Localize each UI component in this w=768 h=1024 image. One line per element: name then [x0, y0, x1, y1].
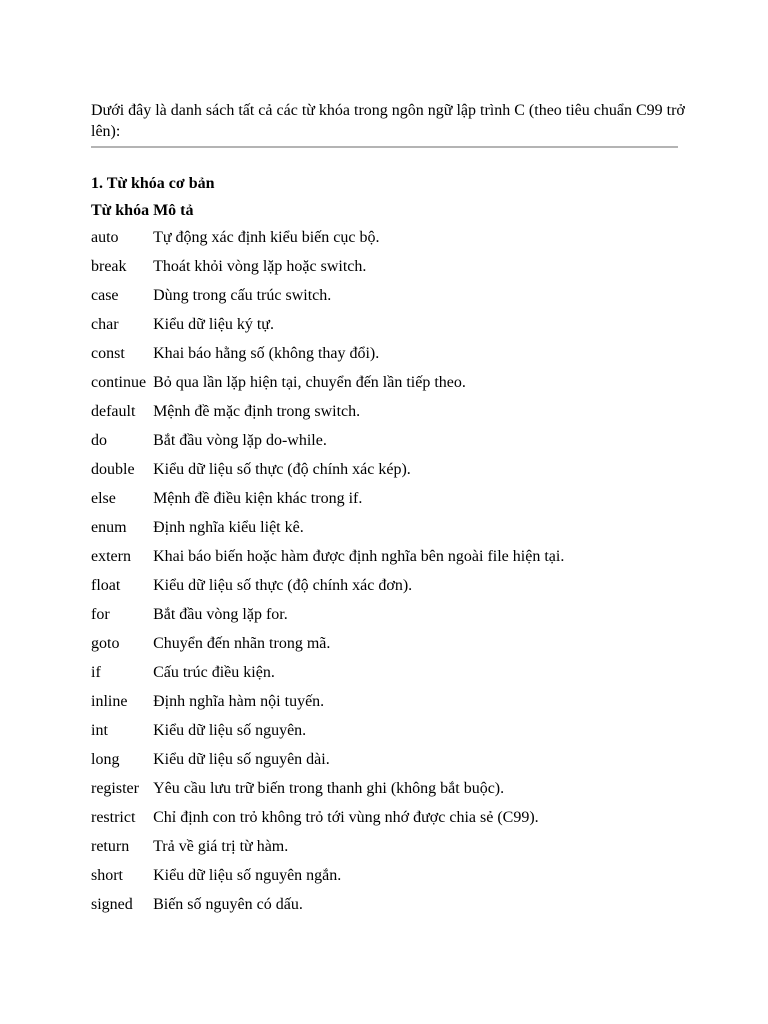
keyword-cell: if [91, 664, 101, 681]
table-header-row [91, 201, 564, 228]
description-cell: Bỏ qua lần lặp hiện tại, chuyển đến lần tiếp theo. [153, 374, 466, 391]
description-cell: Cấu trúc điều kiện. [153, 664, 275, 681]
table-row [91, 489, 564, 518]
keyword-cell: extern [91, 548, 131, 565]
table-row [91, 576, 564, 605]
keyword-cell: goto [91, 635, 120, 652]
table-row [91, 634, 564, 663]
keyword-cell: long [91, 751, 120, 768]
keyword-cell: float [91, 577, 121, 594]
table-row [91, 721, 564, 750]
description-cell: Mệnh đề điều kiện khác trong if. [153, 490, 363, 507]
description-cell: Bắt đầu vòng lặp do-while. [153, 432, 327, 449]
keyword-cell: for [91, 606, 110, 623]
description-cell: Định nghĩa kiểu liệt kê. [153, 519, 304, 536]
keyword-cell: double [91, 461, 135, 478]
description-cell: Kiểu dữ liệu số nguyên ngắn. [153, 867, 342, 884]
description-cell: Khai báo biến hoặc hàm được định nghĩa bên ngoài file hiện tại. [153, 548, 565, 565]
header-description: Mô tả [153, 202, 194, 219]
description-cell: Kiểu dữ liệu ký tự. [153, 316, 274, 333]
table-row [91, 431, 564, 460]
keyword-cell: default [91, 403, 136, 420]
keyword-table [91, 201, 564, 924]
description-cell: Biến số nguyên có dấu. [153, 896, 303, 913]
description-cell: Chỉ định con trỏ không trỏ tới vùng nhớ được chia sẻ (C99). [153, 809, 539, 826]
keyword-cell: char [91, 316, 119, 333]
description-cell: Kiểu dữ liệu số thực (độ chính xác đơn). [153, 577, 413, 594]
keyword-cell: inline [91, 693, 128, 710]
keyword-cell: restrict [91, 809, 136, 826]
keyword-cell: const [91, 345, 125, 362]
section-heading: 1. Từ khóa cơ bản [91, 175, 215, 192]
table-row [91, 286, 564, 315]
description-cell: Tự động xác định kiểu biến cục bộ. [153, 229, 380, 246]
table-row [91, 692, 564, 721]
table-row [91, 808, 564, 837]
table-row [91, 547, 564, 576]
table-row [91, 779, 564, 808]
header-keyword: Từ khóa [91, 202, 150, 219]
description-cell: Yêu cầu lưu trữ biến trong thanh ghi (không bắt buộc). [153, 780, 505, 797]
description-cell: Kiểu dữ liệu số nguyên. [153, 722, 307, 739]
description-cell: Trả về giá trị từ hàm. [153, 838, 289, 855]
table-row [91, 895, 564, 924]
table-row [91, 344, 564, 373]
table-row [91, 257, 564, 286]
description-cell: Bắt đầu vòng lặp for. [153, 606, 288, 623]
keyword-cell: else [91, 490, 116, 507]
description-cell: Dùng trong cấu trúc switch. [153, 287, 332, 304]
keyword-cell: enum [91, 519, 127, 536]
description-cell: Định nghĩa hàm nội tuyến. [153, 693, 325, 710]
description-cell: Mệnh đề mặc định trong switch. [153, 403, 361, 420]
table-row [91, 460, 564, 489]
description-cell: Kiểu dữ liệu số thực (độ chính xác kép). [153, 461, 411, 478]
intro-paragraph: Dưới đây là danh sách tất cả các từ khóa trong ngôn ngữ lập trình C (theo tiêu chuẩn C99 trở lên): [91, 102, 685, 140]
keyword-cell: case [91, 287, 119, 304]
table-row [91, 373, 564, 402]
table-row [91, 866, 564, 895]
table-row [91, 402, 564, 431]
keyword-cell: do [91, 432, 107, 449]
keyword-cell: short [91, 867, 123, 884]
keyword-cell: int [91, 722, 108, 739]
description-cell: Thoát khỏi vòng lặp hoặc switch. [153, 258, 367, 275]
table-row [91, 228, 564, 257]
keyword-cell: continue [91, 374, 147, 391]
table-row [91, 750, 564, 779]
horizontal-divider [91, 146, 678, 148]
table-row [91, 663, 564, 692]
keyword-cell: auto [91, 229, 119, 246]
keyword-cell: break [91, 258, 127, 275]
keyword-cell: return [91, 838, 130, 855]
description-cell: Khai báo hằng số (không thay đổi). [153, 345, 380, 362]
description-cell: Kiểu dữ liệu số nguyên dài. [153, 751, 330, 768]
description-cell: Chuyển đến nhãn trong mã. [153, 635, 331, 652]
table-body [91, 228, 564, 924]
keyword-cell: register [91, 780, 139, 797]
table-row [91, 837, 564, 866]
table-row [91, 518, 564, 547]
keyword-cell: signed [91, 896, 133, 913]
table-row [91, 315, 564, 344]
table-row [91, 605, 564, 634]
